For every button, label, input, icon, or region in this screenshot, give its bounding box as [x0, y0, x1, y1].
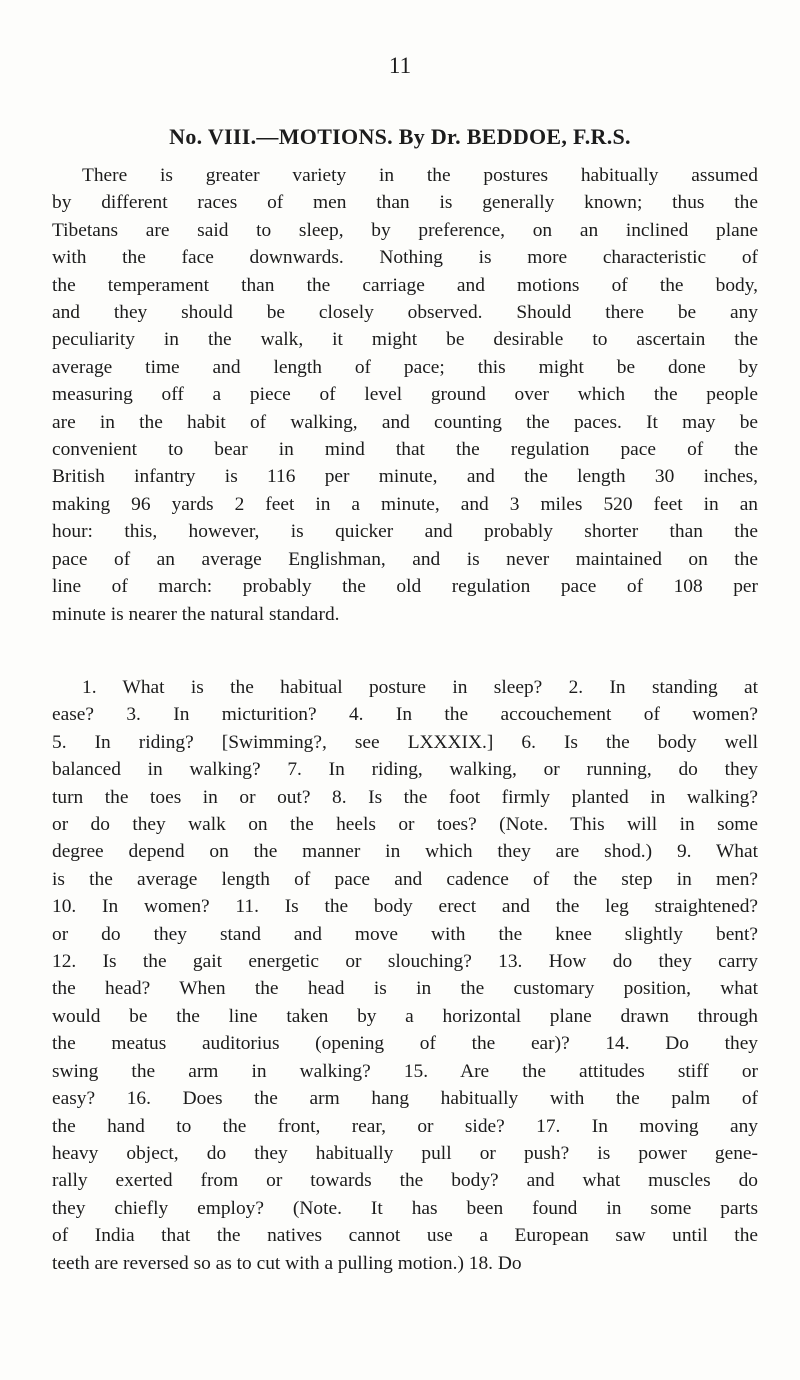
text-line: minute is nearer the natural standard.	[52, 603, 340, 625]
text-line: teeth are reversed so as to cut with a pulling motion.) 18. Do	[52, 1252, 522, 1274]
text-line: 10. In women? 11. Is the body erect and the leg straightened?	[52, 896, 758, 918]
section-heading	[0, 122, 800, 152]
text-line: convenient to bear in mind that the regulation pace of the	[52, 439, 758, 461]
author-byline: By Dr. BEDDOE, F.R.S.	[398, 124, 631, 149]
text-line: There is greater variety in the postures habitually assumed	[82, 165, 758, 186]
text-line: would be the line taken by a horizontal plane drawn through	[52, 1005, 758, 1027]
text-line: the temperament than the carriage and motions of the body,	[52, 274, 758, 296]
text-line: 12. Is the gait energetic or slouching? 13. How do they carry	[52, 951, 758, 973]
text-line: the meatus auditorius (opening of the ear)? 14. Do they	[52, 1033, 758, 1055]
text-line: ease? 3. In micturition? 4. In the accouchement of women?	[52, 704, 758, 726]
text-line: peculiarity in the walk, it might be desirable to ascertain the	[52, 329, 758, 351]
text-line: of India that the natives cannot use a European saw until the	[52, 1225, 758, 1247]
text-line: the hand to the front, rear, or side? 17. In moving any	[52, 1115, 758, 1137]
text-line: line of march: probably the old regulation pace of 108 per	[52, 576, 758, 598]
text-line: turn the toes in or out? 8. Is the foot firmly planted in walking?	[52, 786, 758, 808]
section-number-title: No. VIII.—MOTIONS.	[169, 124, 393, 149]
text-line: rally exerted from or towards the body? and what muscles do	[52, 1170, 758, 1192]
text-line: heavy object, do they habitually pull or push? is power gene-	[52, 1142, 758, 1164]
text-line: degree depend on the manner in which they are shod.) 9. What	[52, 841, 758, 863]
text-line: measuring off a piece of level ground over which the people	[52, 384, 758, 406]
text-line: are in the habit of walking, and counting the paces. It may be	[52, 411, 758, 433]
text-line: hour: this, however, is quicker and probably shorter than the	[52, 521, 758, 543]
text-line: average time and length of pace; this might be done by	[52, 356, 758, 378]
text-line: they chiefly employ? (Note. It has been found in some parts	[52, 1197, 758, 1219]
text-line: the head? When the head is in the customary position, what	[52, 978, 758, 1000]
questions-paragraph	[52, 674, 758, 1277]
text-line: is the average length of pace and cadence of the step in men?	[52, 868, 758, 890]
intro-paragraph	[52, 162, 758, 628]
text-line: 1. What is the habitual posture in sleep? 2. In standing at	[82, 677, 758, 698]
text-line: balanced in walking? 7. In riding, walking, or running, do they	[52, 759, 758, 781]
text-line: by different races of men than is generally known; thus the	[52, 192, 758, 214]
text-line: or do they stand and move with the knee slightly bent?	[52, 923, 758, 945]
page-number: 11	[388, 53, 412, 78]
text-line: 5. In riding? [Swimming?, see LXXXIX.] 6. Is the body well	[52, 731, 758, 753]
text-line: swing the arm in walking? 15. Are the attitudes stiff or	[52, 1060, 758, 1082]
text-line: and they should be closely observed. Should there be any	[52, 302, 758, 324]
text-line: British infantry is 116 per minute, and the length 30 inches,	[52, 466, 758, 488]
text-line: pace of an average Englishman, and is never maintained on the	[52, 548, 758, 570]
text-line: with the face downwards. Nothing is more characteristic of	[52, 247, 758, 269]
text-line: making 96 yards 2 feet in a minute, and 3 miles 520 feet in an	[52, 493, 758, 515]
text-line: Tibetans are said to sleep, by preference, on an inclined plane	[52, 219, 758, 241]
text-line: easy? 16. Does the arm hang habitually with the palm of	[52, 1088, 758, 1110]
text-line: or do they walk on the heels or toes? (Note. This will in some	[52, 814, 758, 836]
